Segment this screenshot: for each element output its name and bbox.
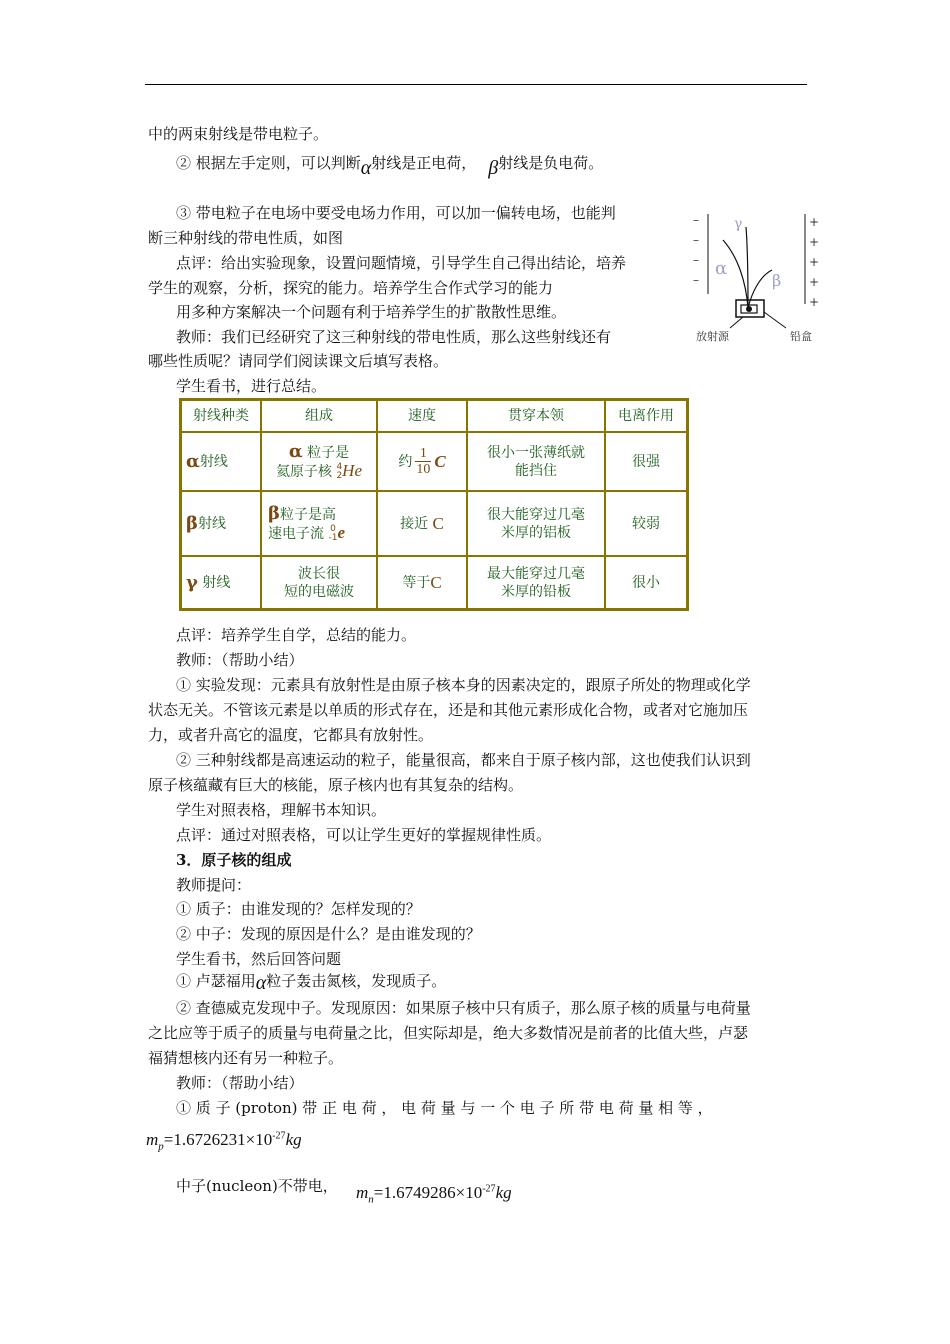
text-line: ③ 带电粒子在电场中要受电场力作用，可以加一偏转电场，也能判 — [176, 204, 616, 222]
table-header: 速度 — [377, 400, 467, 432]
text-line: 教师提问： — [176, 876, 252, 894]
header-rule — [145, 84, 807, 85]
alpha-symbol: α — [255, 972, 267, 994]
text-line: ① 实验发现：元素具有放射性是由原子核本身的因素决定的，跟原子所处的物理或化学 — [176, 676, 751, 694]
plus-sign: + — [809, 235, 820, 249]
table-cell-ionization: 很强 — [605, 432, 687, 491]
text-line: 教师：（帮助小结） — [176, 651, 304, 669]
minus-sign: – — [693, 253, 699, 267]
text-line: ① 质子：由谁发现的？怎样发现的？ — [176, 900, 421, 918]
text-line: 之比应等于质子的质量与电荷量之比，但实际却是，绝大多数情况是前者的比值大些，卢瑟 — [148, 1024, 749, 1042]
table-header: 电离作用 — [605, 400, 687, 432]
text-line: 学生的观察，分析，探究的能力。培养学生合作式学习的能力 — [148, 279, 554, 297]
table-cell-penetration: 最大能穿过几毫米厚的铅板 — [467, 556, 605, 609]
minus-sign: – — [693, 233, 699, 247]
deflection-figure — [688, 212, 823, 347]
neutron-mass-equation: $m_n=1.6749286\times 10^{-27}kg$ — [356, 1183, 512, 1206]
source-label: 放射源 — [696, 330, 729, 343]
plus-sign: + — [809, 215, 820, 229]
text-line: 学生看书，进行总结。 — [176, 377, 327, 395]
radiation-table — [179, 398, 689, 611]
text-line: ① 质 子 (proton) 带 正 电 荷 ， 电 荷 量 与 一 个 电 子 所 带 电 荷 量 相 等 ， — [176, 1099, 713, 1117]
text-line: 学生看书，然后回答问题 — [176, 950, 342, 968]
gamma-label: γ — [734, 216, 743, 232]
table-cell-ionization: 较弱 — [605, 491, 687, 556]
table-cell-penetration: 很大能穿过几毫米厚的铝板 — [467, 491, 605, 556]
section-heading: 3．原子核的组成 — [176, 851, 292, 869]
alpha-symbol: α — [360, 157, 372, 179]
text-line: 福猜想核内还有另一种粒子。 — [148, 1049, 344, 1067]
table-cell-speed: 接近 C — [377, 491, 467, 556]
text-line: ② 三种射线都是高速运动的粒子，能量很高，都来自于原子核内部，这也使我们认识到 — [176, 751, 751, 769]
text-line: 教师：（帮助小结） — [176, 1074, 304, 1092]
table-cell-composition: 波长很 短的电磁波 — [261, 556, 377, 609]
minus-sign: – — [693, 273, 699, 287]
table-header: 组成 — [261, 400, 377, 432]
source-dot — [746, 306, 752, 312]
text-line: 原子核蕴藏有巨大的核能，原子核内也有其复杂的结构。 — [148, 776, 524, 794]
text-line: 教师：我们已经研究了这三种射线的带电性质，那么这些射线还有 — [176, 328, 612, 346]
beta-path — [748, 270, 772, 308]
plus-sign: + — [809, 295, 820, 309]
beta-label: β — [772, 271, 782, 290]
text-line: 中子(nucleon)不带电， — [176, 1177, 338, 1195]
beta-symbol: β — [488, 157, 499, 179]
table-cell-penetration: 很小一张薄纸就能挡住 — [467, 432, 605, 491]
text-line: 用多种方案解决一个问题有利于培养学生的扩散散性思维。 — [176, 303, 567, 321]
text-line: 哪些性质呢？请同学们阅读课文后填写表格。 — [148, 352, 449, 370]
table-row-type: α 射线 — [181, 432, 261, 491]
text-line: 中的两束射线是带电粒子。 — [148, 125, 329, 143]
text-line: 点评：培养学生自学，总结的能力。 — [176, 626, 417, 644]
text-line: 状态无关。不管该元素是以单质的形式存在，还是和其他元素形成化合物，或者对它施加压 — [148, 701, 749, 719]
proton-mass-equation: $m_p=1.6726231\times 10^{-27}kg$ — [146, 1130, 302, 1153]
text-line: 点评：通过对照表格，可以让学生更好的掌握规律性质。 — [176, 826, 552, 844]
text-line: 断三种射线的带电性质，如图 — [148, 229, 344, 247]
table-cell-ionization: 很小 — [605, 556, 687, 609]
plus-sign: + — [809, 275, 820, 289]
text-line: ② 中子：发现的原因是什么？是由谁发现的？ — [176, 925, 481, 943]
table-row-type: γ 射线 — [181, 556, 261, 609]
table-cell-speed: 约 1 10 C — [377, 432, 467, 491]
table-row-type: β 射线 — [181, 491, 261, 556]
plus-sign: + — [809, 255, 820, 269]
text-line: 学生对照表格，理解书本知识。 — [176, 801, 387, 819]
table-cell-speed: 等于 C — [377, 556, 467, 609]
text-line: 力，或者升高它的温度，它都具有放射性。 — [148, 726, 434, 744]
box-label: 铅盒 — [790, 330, 812, 343]
text-line: ② 查德威克发现中子。发现原因：如果原子核中只有质子，那么原子核的质量与电荷量 — [176, 999, 751, 1017]
table-header: 贯穿本领 — [467, 400, 605, 432]
text-line: 点评：给出实验现象，设置问题情境，引导学生自己得出结论，培养 — [176, 254, 627, 272]
text-line: ② 根据左手定则，可以判断α射线是正电荷， β射线是负电荷。 — [176, 154, 604, 179]
alpha-label: α — [715, 258, 728, 279]
minus-sign: – — [693, 213, 699, 227]
table-header: 射线种类 — [181, 400, 261, 432]
table-cell-composition: α 粒子是 氦原子核 4 2 He — [261, 432, 377, 491]
text-line: ① 卢瑟福用α粒子轰击氮核，发现质子。 — [176, 972, 447, 994]
table-cell-composition: β粒子是高 速电子流 0 -1 e — [261, 491, 377, 556]
